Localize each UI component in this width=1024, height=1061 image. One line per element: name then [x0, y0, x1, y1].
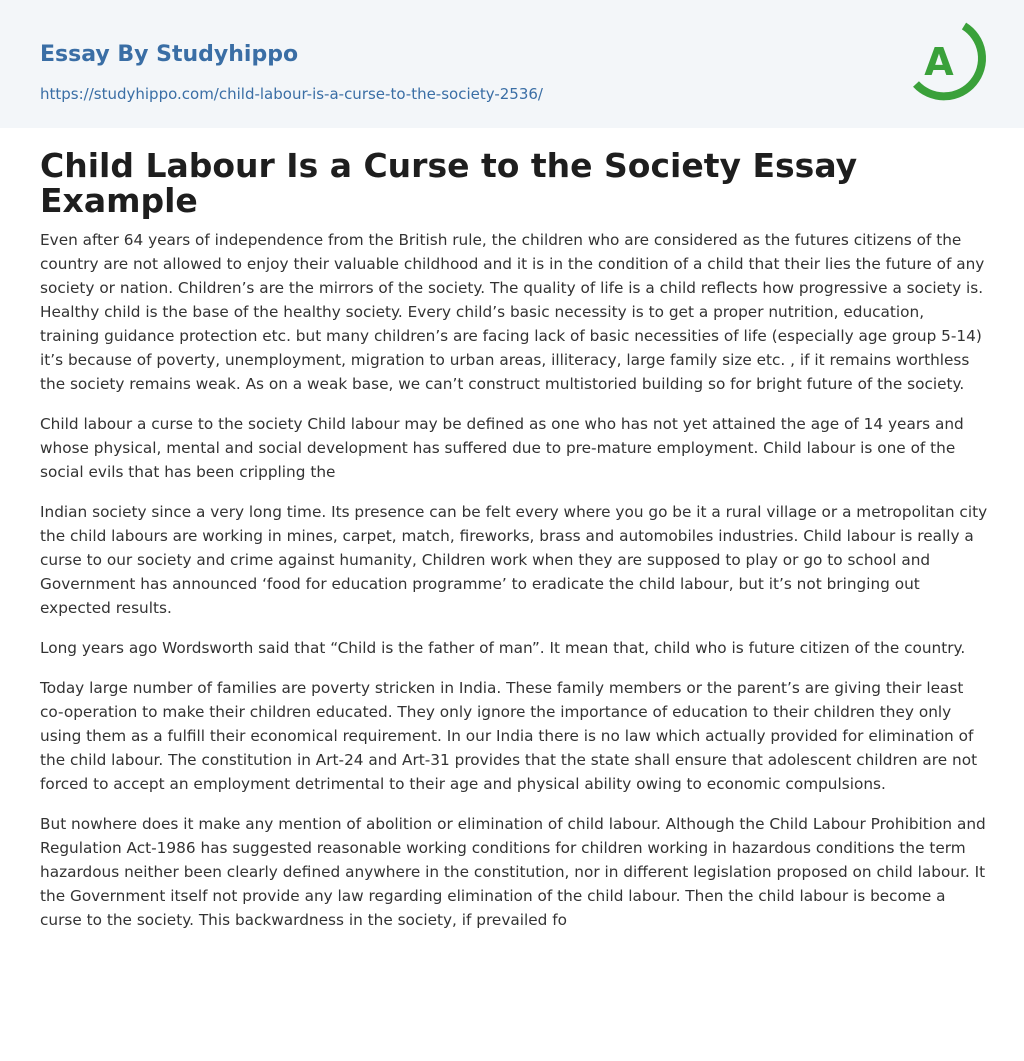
source-url-link[interactable]: https://studyhippo.com/child-labour-is-a-curse-to-the-society-2536/ [40, 85, 543, 103]
essay-paragraph: Even after 64 years of independence from the British rule, the children who are considered as the futures citizens of the country are not allowed to enjoy their valuable childhood and it is in the condition of a child that their lies the future of any society or nation. Children’s are the mirrors of the society. The quality of life is a child reflects how progressive a society is. Healthy child is the base of the healthy society. Every child’s basic necessity is to get a proper nutrition, education, training guidance protection etc. but many children’s are facing lack of basic necessities of life (especially age group 5-14) it’s because of poverty, unemployment, migration to urban areas, illiteracy, large family size etc. , if it remains worthless the society remains weak. As on a weak base, we can’t construct multistoried building so for bright future of the society. [40, 231, 985, 393]
essay-paragraph: Indian society since a very long time. Its presence can be felt every where you go be it a rural village or a metropolitan city the child labours are working in mines, carpet, match, fireworks, brass and automobiles industries. Child labour is really a curse to our society and crime against humanity, Children work when they are supposed to play or go to school and Government has announced ‘food for education programme’ to eradicate the child labour, but it’s not bringing out expected results. [40, 503, 988, 617]
essay-paragraph: Child labour a curse to the society Child labour may be defined as one who has not yet attained the age of 14 years and whose physical, mental and social development has suffered due to pre-mature employment. Child labour is one of the social evils that has been crippling the [40, 415, 964, 481]
site-header [0, 0, 1024, 128]
essay-content [40, 148, 988, 948]
brand-title[interactable]: Essay By Studyhippo [40, 42, 299, 67]
essay-title: Child Labour Is a Curse to the Society Essay Example [40, 146, 858, 220]
studyhippo-logo-icon[interactable] [906, 18, 990, 106]
essay-paragraph: Today large number of families are poverty stricken in India. These family members or the parent’s are giving their least co-operation to make their children educated. They only ignore the importance of education to their children they only using them as a fulfill their economical requirement. In our India there is no law which actually provided for elimination of the child labour. The constitution in Art-24 and Art-31 provides that the state shall ensure that adolescent children are not forced to accept an employment detrimental to their age and physical ability owing to economic compulsions. [40, 679, 978, 793]
logo-letter: A [924, 40, 954, 84]
essay-paragraph: But nowhere does it make any mention of abolition or elimination of child labour. Although the Child Labour Prohibition and Regulation Act-1986 has suggested reasonable working conditions for children working in hazardous conditions the term hazardous neither been clearly defined anywhere in the constitution, nor in different legislation proposed on child labour. It the Government itself not provide any law regarding elimination of the child labour. Then the child labour is become a curse to the society. This backwardness in the society, if prevailed fo [40, 815, 986, 929]
essay-paragraph: Long years ago Wordsworth said that “Child is the father of man”. It mean that, child who is future citizen of the country. [40, 639, 966, 657]
